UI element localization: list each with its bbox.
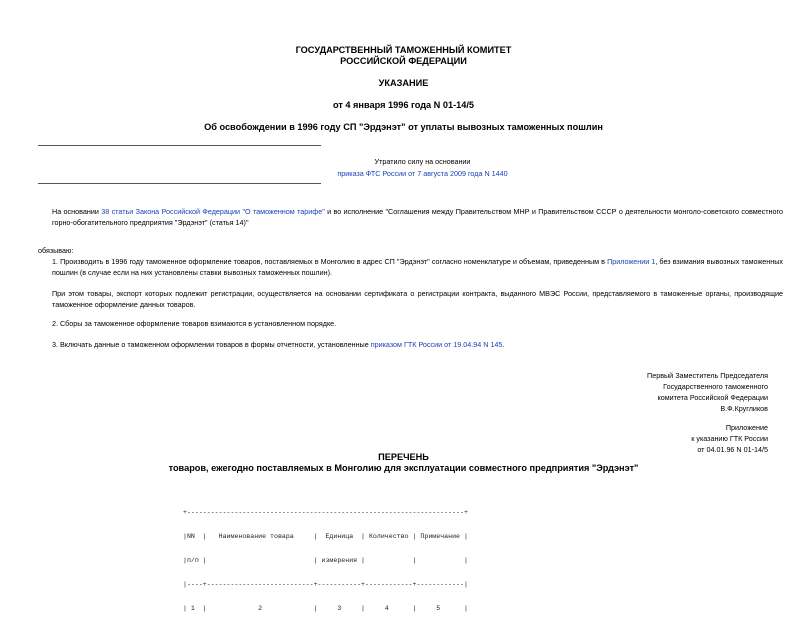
paragraph-registration: При этом товары, экспорт которых подлежит регистрации, осуществляется на основании сертификата о регистрации контракта, выданного МВЭС России, представляемого в таможенные органы, производящие таможенное оформление данных товаров. (52, 289, 783, 309)
appendix-ref-line1: Приложение (725, 423, 768, 432)
document-type: УКАЗАНИЕ (378, 78, 429, 88)
signature-name: В.Ф.Кругликов (720, 404, 768, 413)
table-row: | 1 | 2 | 3 | 4 | 5 | (183, 605, 468, 612)
appendix-reference (548, 422, 768, 455)
list-subtitle: товаров, ежегодно поставляемых в Монголию для эксплуатации совместного предприятия "Эрдэнэт" (168, 463, 639, 473)
p5-prefix: 3. Включать данные о таможенном оформлении товаров в формы отчетности, установленные (52, 340, 371, 349)
table-row: |п/п | | измерения | | | (183, 557, 468, 564)
org-name-line1: ГОСУДАРСТВЕННЫЙ ТАМОЖЕННЫЙ КОМИТЕТ (295, 45, 512, 55)
gtk-order-145-link[interactable]: приказом ГТК России от 19.04.94 N 145 (370, 340, 503, 349)
signature-line2: Государственного таможенного (663, 382, 768, 391)
table-row: |NN | Наименование товара | Единица | Количество | Примечание | (183, 533, 468, 540)
p1-prefix: На основании (52, 207, 102, 216)
signature-block (548, 370, 768, 414)
table-row: |----+---------------------------+-----------+------------+------------| (183, 581, 468, 588)
table-row: +----------------------------------------------------------------------+ (183, 509, 468, 516)
appendix-ref-line3: от 04.01.96 N 01-14/5 (697, 445, 768, 454)
list-title: ПЕРЕЧЕНЬ (378, 452, 429, 462)
lost-force-link[interactable]: приказа ФТС России от 7 августа 2009 года N 1440 (337, 169, 508, 178)
lost-force-text: Утратило силу на основании (374, 157, 471, 166)
customs-tariff-law-link[interactable]: 38 статьи Закона Российской Федерации "О таможенном тарифе" (101, 207, 325, 216)
divider-top (38, 145, 321, 146)
document-date-number: от 4 января 1996 года N 01-14/5 (332, 100, 475, 110)
paragraph-item-2: 2. Сборы за таможенное оформление товаров взимаются в установленном порядке. (52, 319, 337, 328)
p1-suffix: и во исполнение "Соглашения между Правительством МНР и Правительством СССР о деятельности монголо-советского совместного горно-обогатительного предприятия "Эрдэнэт" (статья 14)" (52, 207, 783, 227)
document-subject: Об освобождении в 1996 году СП "Эрдэнэт" от уплаты вывозных таможенных пошлин (204, 122, 603, 132)
lost-force-notice (300, 156, 545, 180)
obliges-line: обязываю: (38, 246, 74, 255)
appendix-1-link[interactable]: Приложении 1 (607, 257, 656, 266)
appendix-ref-line2: к указанию ГТК России (691, 434, 768, 443)
paragraph-item-3 (38, 339, 783, 350)
divider-bottom (38, 183, 321, 184)
signature-line3: комитета Российской Федерации (657, 393, 768, 402)
org-name-line2: РОССИЙСКОЙ ФЕДЕРАЦИИ (340, 56, 467, 66)
paragraph-item-1 (38, 256, 783, 278)
signature-line1: Первый Заместитель Председателя (647, 371, 768, 380)
p2-prefix: 1. Производить в 1996 году таможенное оформление товаров, поставляемых в Монголию в адрес СП "Эрдэнэт" согласно номенклатуре и объемам, приведенным в (52, 257, 608, 266)
goods-table (183, 493, 468, 629)
p2-suffix: , без взимания вывозных таможенных пошлин (в случае если на них установлены ставки вывозных таможенных пошлин). (52, 257, 783, 277)
p5-suffix: . (502, 340, 505, 349)
paragraph-basis (38, 206, 783, 228)
